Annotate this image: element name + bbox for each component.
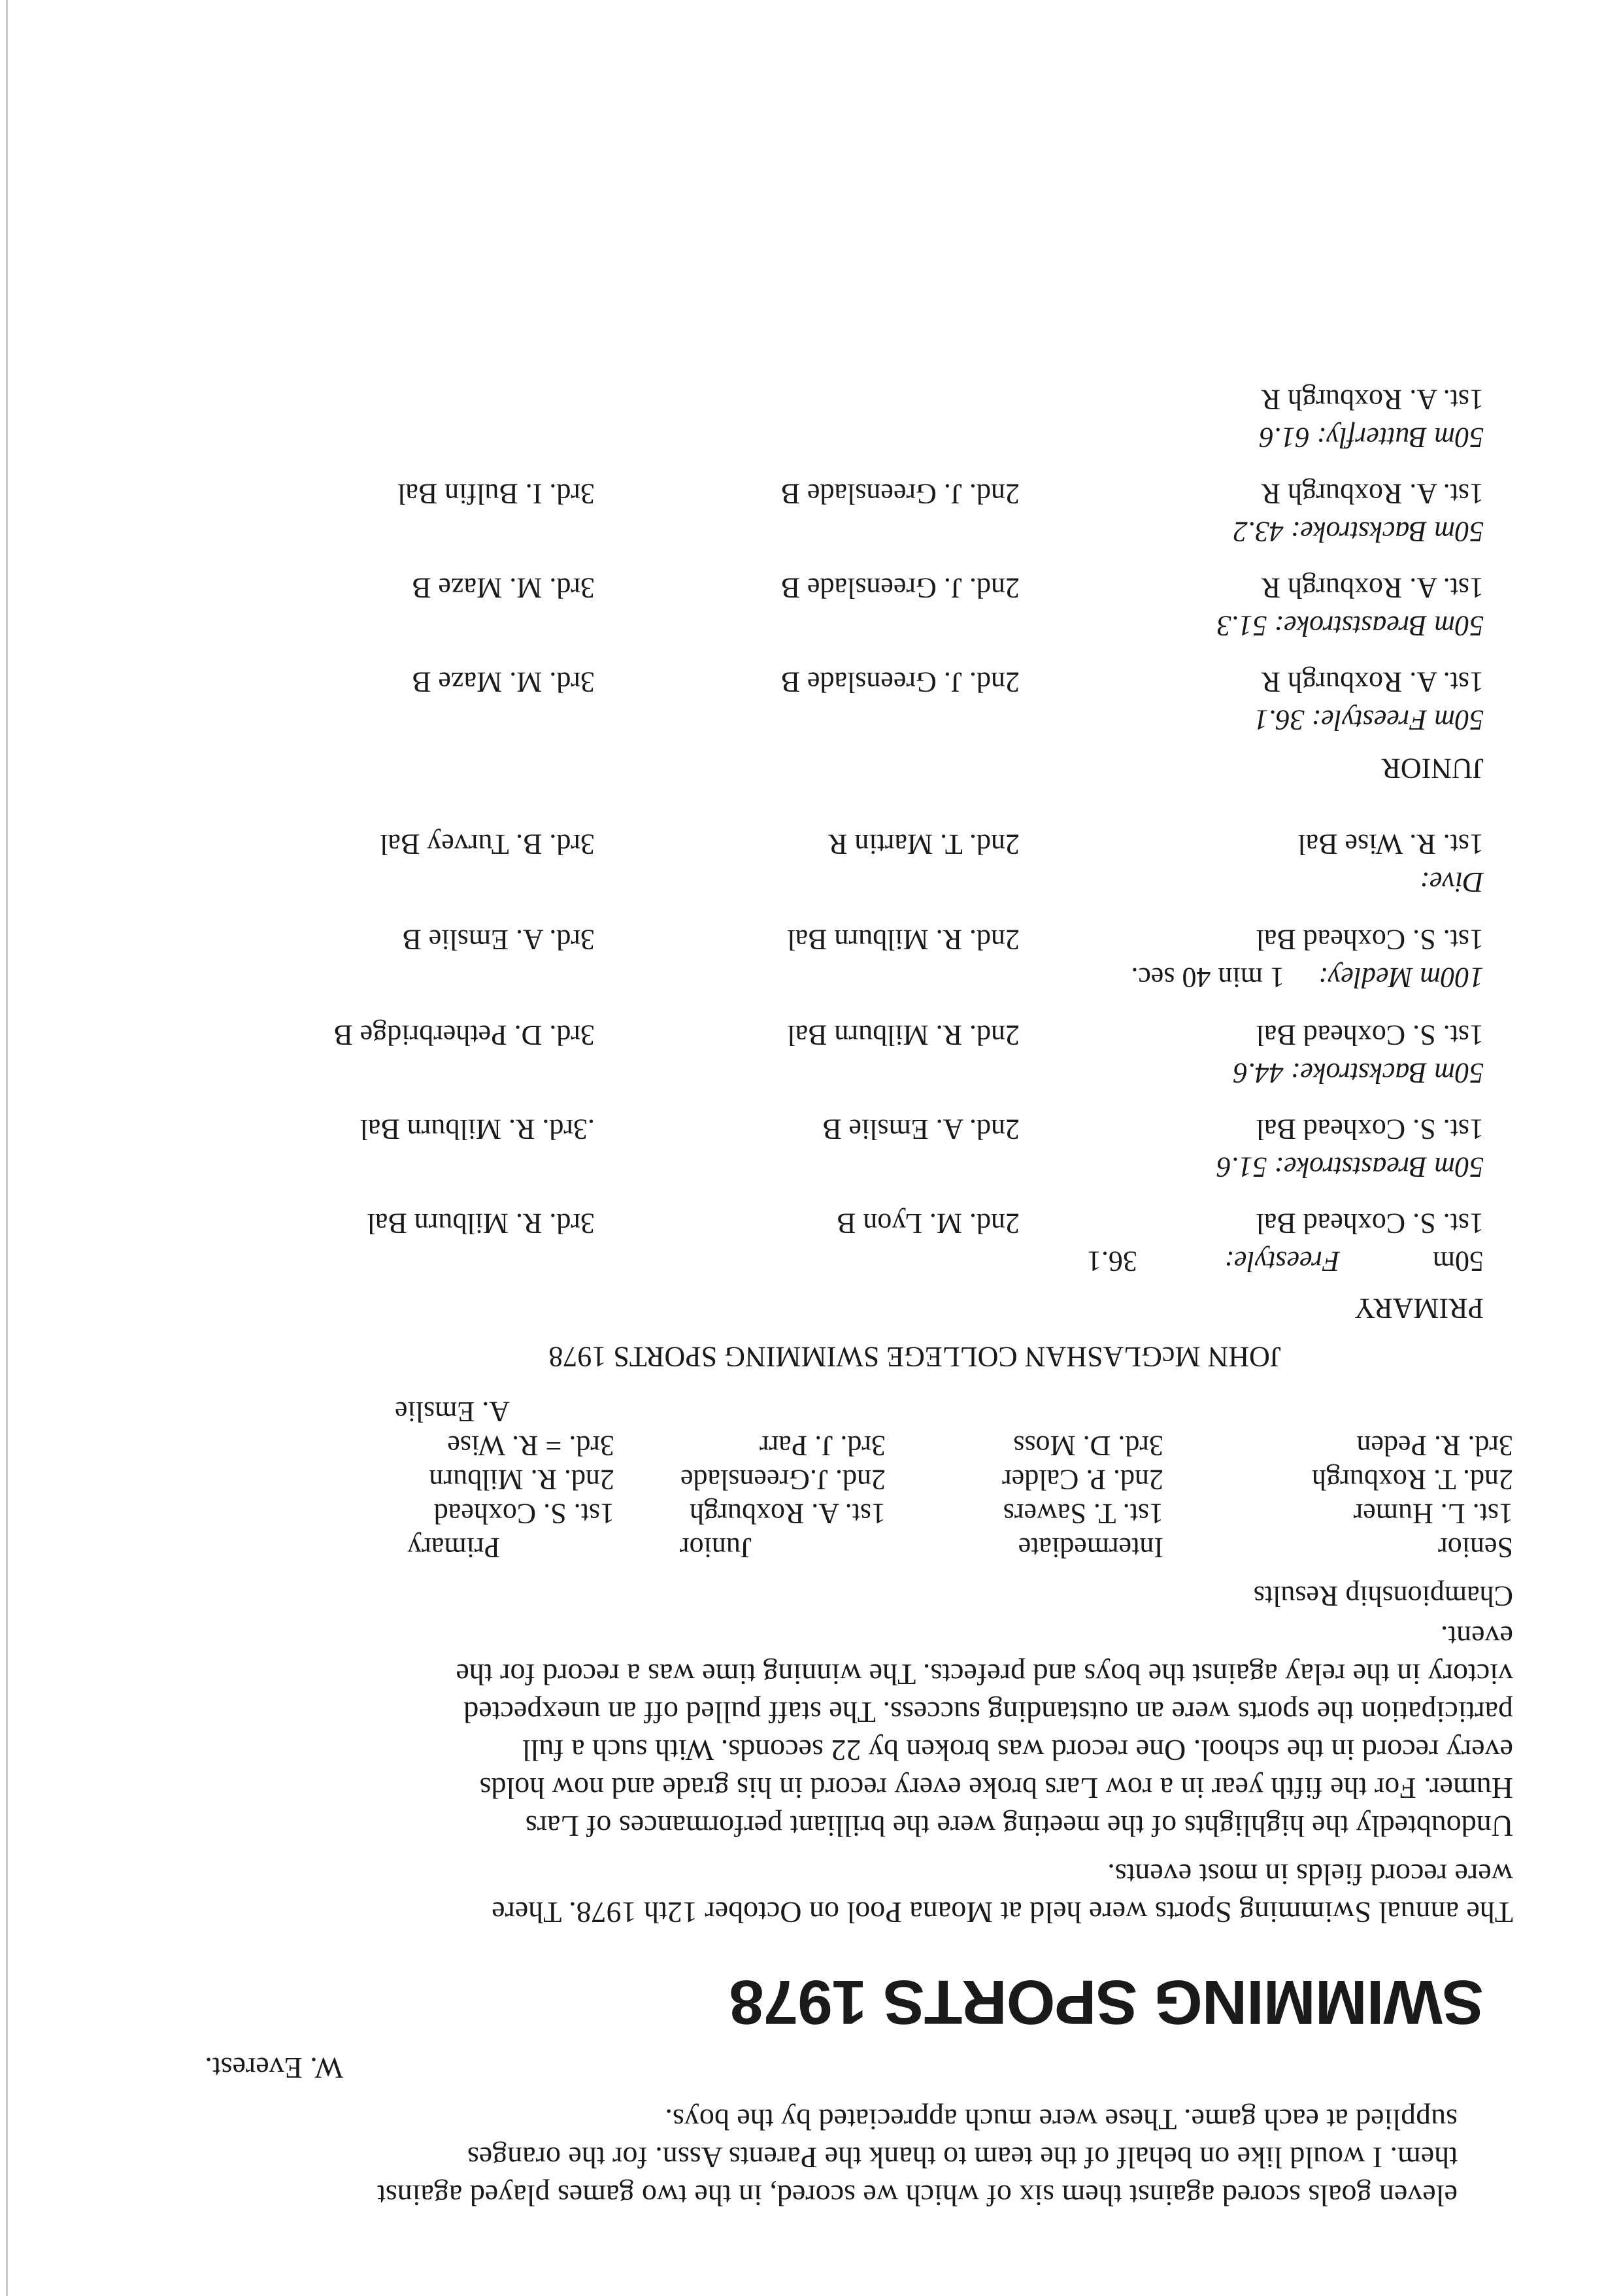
primary-breaststroke-first: 1st. S. Coxhead Bal bbox=[1256, 1113, 1484, 1145]
intro-line-1: The annual Swimming Sports were held at Moana Pool on October 12th 1978. There bbox=[492, 1896, 1513, 1929]
junior-butterfly-first: 1st. A. Roxburgh R bbox=[1261, 384, 1484, 416]
primary-backstroke-third: 3rd. D. Petherbridge B bbox=[333, 1019, 595, 1051]
col-junior-1: 1st. A. Roxburgh bbox=[690, 1498, 886, 1530]
col-intermediate-1: 1st. T. Sawers bbox=[1003, 1498, 1163, 1530]
carryover-line-2: them. I would like on behalf of the team to thank the Parents Assn. for the oranges bbox=[467, 2141, 1458, 2174]
primary-freestyle-second: 2nd. M. Lyon B bbox=[837, 1207, 1020, 1240]
highlights-line-4: participation the sports were an outstanding success. The staff pulled off an unexpected bbox=[463, 1696, 1513, 1729]
col-senior-2: 2nd. T. Roxburgh bbox=[1311, 1464, 1513, 1496]
col-senior-name: Senior bbox=[1438, 1532, 1513, 1564]
intro-line-2: were record fields in most events. bbox=[1107, 1858, 1513, 1891]
primary-freestyle-third: 3rd. R. Milburn Bal bbox=[367, 1207, 595, 1240]
col-primary-4: A. Emslie bbox=[395, 1396, 510, 1428]
col-primary-name: Primary bbox=[407, 1532, 500, 1564]
highlights-line-5: victory in the relay against the boys and prefects. The winning time was a record for the bbox=[456, 1658, 1513, 1691]
junior-backstroke-second: 2nd. J. Greenslade B bbox=[780, 478, 1020, 510]
highlights-line-2: Humer. For the fifth year in a row Lars broke every record in his grade and now holds bbox=[479, 1772, 1513, 1805]
col-intermediate-name: Intermediate bbox=[1018, 1532, 1163, 1564]
col-intermediate-3: 3rd. D. Moss bbox=[1013, 1430, 1163, 1462]
page-title: SWIMMING SPORTS 1978 bbox=[729, 1967, 1484, 2037]
primary-dive-second: 2nd. T. Martin R bbox=[828, 828, 1020, 860]
scan-edge-line bbox=[6, 0, 8, 2296]
highlights-line-3: every record in the school. One record was broken by 22 seconds. With such a full bbox=[522, 1734, 1513, 1767]
results-heading: JOHN McGLASHAN COLLEGE SWIMMING SPORTS 1978 bbox=[548, 1341, 1281, 1373]
primary-medley-time: 1 min 40 sec. bbox=[1131, 962, 1284, 994]
junior-breaststroke-event: 50m Breaststroke: 51.3 bbox=[1216, 610, 1484, 642]
primary-freestyle-time: 36.1 bbox=[1087, 1245, 1137, 1277]
primary-dive-event: Dive: bbox=[1420, 866, 1484, 898]
primary-medley-third: 3rd. A. Emslie B bbox=[402, 924, 595, 956]
primary-medley-first: 1st. S. Coxhead Bal bbox=[1256, 924, 1484, 956]
carryover-line-1: eleven goals scored against them six of which we scored, in the two games played against bbox=[377, 2179, 1458, 2212]
primary-dive-first: 1st. R. Wise Bal bbox=[1297, 828, 1484, 860]
junior-backstroke-event: 50m Backstroke: 43.2 bbox=[1233, 516, 1484, 548]
primary-freestyle-first: 1st. S. Coxhead Bal bbox=[1256, 1207, 1484, 1240]
junior-freestyle-second: 2nd. J. Greenslade B bbox=[780, 666, 1020, 698]
col-primary-3: 3rd. = R. Wise bbox=[447, 1430, 614, 1462]
highlights-line-6: event. bbox=[1440, 1620, 1513, 1653]
junior-backstroke-third: 3rd. I. Bulfin Bal bbox=[397, 478, 595, 510]
carryover-signature: W. Everest. bbox=[205, 2051, 343, 2085]
primary-breaststroke-event: 50m Breaststroke: 51.6 bbox=[1216, 1151, 1484, 1183]
col-junior-2: 2nd. J.Greenslade bbox=[680, 1464, 886, 1496]
junior-freestyle-first: 1st. A. Roxburgh R bbox=[1261, 666, 1484, 698]
col-senior-1: 1st. L. Humer bbox=[1353, 1498, 1513, 1530]
junior-freestyle-event: 50m Freestyle: 36.1 bbox=[1254, 704, 1484, 736]
col-intermediate-2: 2nd. P. Calder bbox=[1002, 1464, 1163, 1496]
junior-breaststroke-second: 2nd. J. Greenslade B bbox=[780, 572, 1020, 604]
col-primary-2: 2nd. R. Milburn bbox=[429, 1464, 614, 1496]
primary-dive-third: 3rd. B. Turvey Bal bbox=[380, 828, 595, 860]
junior-heading: JUNIOR bbox=[1381, 752, 1484, 785]
primary-heading: PRIMARY bbox=[1354, 1292, 1484, 1325]
col-junior-3: 3rd. J. Parr bbox=[759, 1430, 886, 1462]
col-primary-1: 1st. S. Coxhead bbox=[433, 1498, 614, 1530]
col-junior-name: Junior bbox=[680, 1532, 752, 1564]
championship-heading: Championship Results bbox=[1253, 1580, 1513, 1612]
primary-medley-event: 100m Medley: bbox=[1318, 962, 1484, 994]
primary-medley-second: 2nd. R. Milburn Bal bbox=[787, 924, 1020, 956]
primary-backstroke-event: 50m Backstroke: 44.6 bbox=[1233, 1057, 1484, 1089]
junior-freestyle-third: 3rd. M. Maze B bbox=[412, 666, 595, 698]
primary-breaststroke-third: .3rd. R. Milburn Bal bbox=[359, 1113, 595, 1145]
junior-breaststroke-third: 3rd. M. Maze B bbox=[412, 572, 595, 604]
primary-freestyle-event: 50m bbox=[1432, 1245, 1484, 1277]
carryover-line-3: supplied at each game. These were much appreciated by the boys. bbox=[665, 2103, 1458, 2136]
primary-backstroke-second: 2nd. R. Milburn Bal bbox=[787, 1019, 1020, 1051]
col-senior-3: 3rd. R. Peden bbox=[1356, 1430, 1513, 1462]
junior-butterfly-event: 50m Butterfly: 61.6 bbox=[1259, 422, 1484, 454]
junior-breaststroke-first: 1st. A. Roxburgh R bbox=[1261, 572, 1484, 604]
junior-backstroke-first: 1st. A. Roxburgh R bbox=[1261, 478, 1484, 510]
primary-backstroke-first: 1st. S. Coxhead Bal bbox=[1256, 1019, 1484, 1051]
primary-breaststroke-second: 2nd. A. Emslie B bbox=[822, 1113, 1020, 1145]
primary-freestyle-label: Freestyle: bbox=[1224, 1245, 1340, 1277]
highlights-line-1: Undoubtedly the highlights of the meeting were the brilliant performances of Lars bbox=[525, 1810, 1513, 1843]
